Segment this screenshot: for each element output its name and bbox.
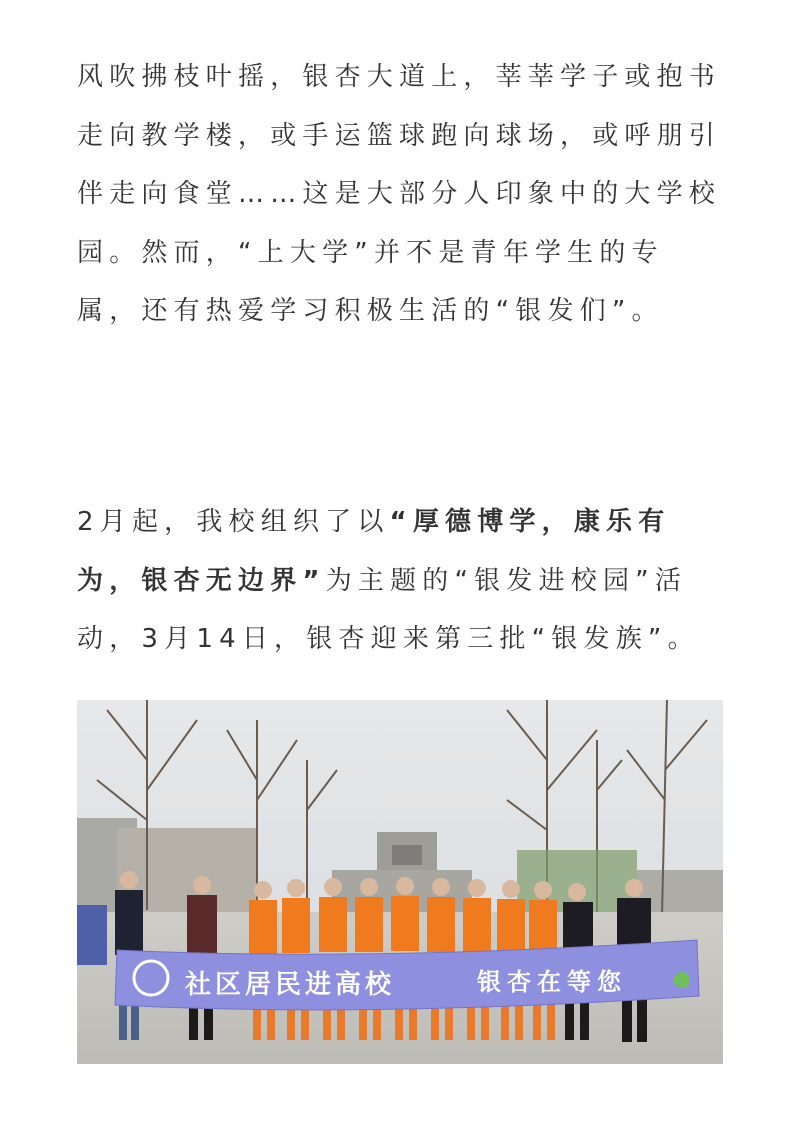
left-sign-board	[77, 905, 107, 965]
paragraph-intro: 风吹拂枝叶摇，银杏大道上，莘莘学子或抱书走向教学楼，或手运篮球跑向球场，或呼朋引伴走向食堂……这是大部分人印象中的大学校园。然而，“上大学”并不是青年学生的专属，还有热爱学习积极生活的“银发们”。	[77, 62, 722, 326]
paragraph-activity-part2: 为主题的“银发进校园”活动，3月14日，银杏迎来第三批“银发族”。	[77, 565, 700, 654]
group-photo	[77, 700, 723, 1064]
banner-text-left: 社区居民进高校	[185, 970, 396, 1000]
paragraph-activity-theme: “厚德博学，康乐有为，银杏无边界”	[77, 507, 671, 596]
paragraph-activity	[77, 493, 727, 669]
banner-dot-icon	[674, 972, 690, 988]
group-photo-illustration	[77, 700, 723, 1064]
paragraph-activity-part1: 2月起，我校组织了以	[77, 507, 390, 537]
orange-team	[249, 896, 557, 955]
banner-text-right: 银杏在等您	[477, 968, 627, 996]
